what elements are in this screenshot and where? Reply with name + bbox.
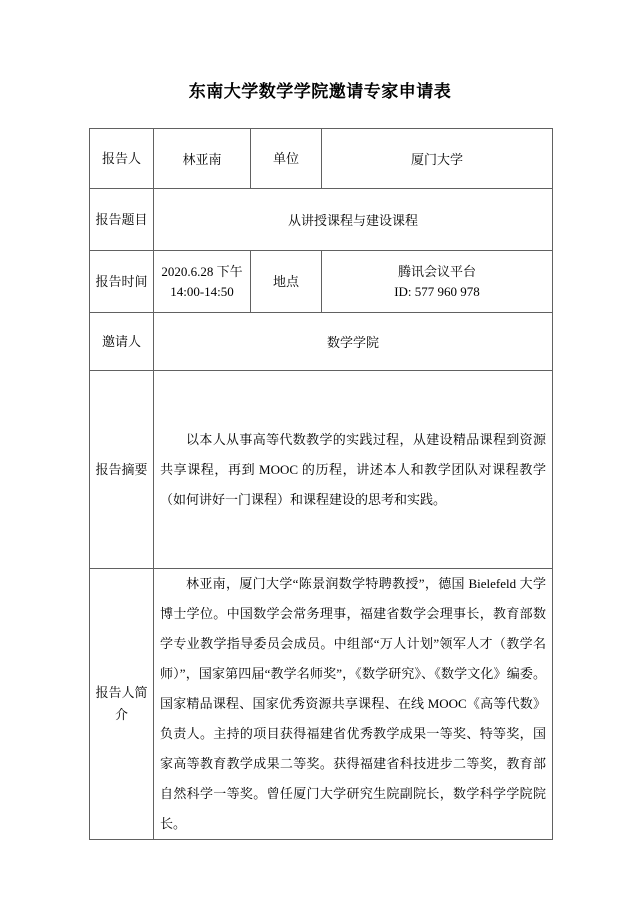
inviter-label: 邀请人 xyxy=(90,313,154,371)
speaker-value: 林亚南 xyxy=(154,129,251,189)
time-value xyxy=(154,251,251,313)
time-label: 报告时间 xyxy=(90,251,154,313)
abstract-value xyxy=(154,371,553,569)
bio-label xyxy=(90,569,154,840)
bio-paragraph: 林亚南，厦门大学“陈景润数学特聘教授”，德国 Bielefeld 大学博士学位。中国数学会常务理事，福建省数学会理事长，教育部数学专业教学指导委员会成员。中组部“万人计划”领军人才（教学名师）”，国家第四届“教学名师奖”，《数学研究》、《数学文化》编委。国家精品课程、国家优秀资源共享课程、在线 MOOC《高等代数》负责人。主持的项目获得福建省优秀教学成果一等奖、特等奖，国家高等教育教学成果二等奖。获得福建省科技进步二等奖，教育部自然科学一等奖。曾任厦门大学研究生院副院长，数学科学学院院长。 xyxy=(160,576,546,831)
venue-label: 地点 xyxy=(251,251,322,313)
table-row-speaker xyxy=(90,129,553,189)
table-row-time-venue xyxy=(90,251,553,313)
affiliation-value: 厦门大学 xyxy=(322,129,553,189)
venue-value xyxy=(322,251,553,313)
time-line-hours: 14:00-14:50 xyxy=(170,283,234,299)
abstract-label: 报告摘要 xyxy=(90,371,154,569)
topic-value: 从讲授课程与建设课程 xyxy=(154,189,553,251)
table-row-inviter xyxy=(90,313,553,371)
inviter-value: 数学学院 xyxy=(154,313,553,371)
speaker-label: 报告人 xyxy=(90,129,154,189)
table-row-topic xyxy=(90,189,553,251)
abstract-paragraph: 以本人从事高等代数教学的实践过程，从建设精品课程到资源共享课程，再到 MOOC 的历程，讲述本人和教学团队对课程教学（如何讲好一门课程）和课程建设的思考和实践。 xyxy=(160,431,546,507)
table-row-abstract xyxy=(90,371,553,569)
application-form-table xyxy=(89,128,553,840)
page-title: 东南大学数学学院邀请专家申请表 xyxy=(188,82,452,101)
time-line-date: 2020.6.28 下午 xyxy=(161,263,243,279)
venue-line-meeting-id: ID: 577 960 978 xyxy=(394,283,480,299)
affiliation-label: 单位 xyxy=(251,129,322,189)
topic-label: 报告题目 xyxy=(90,189,154,251)
bio-label-line-1: 报告人简 xyxy=(95,685,148,700)
venue-line-platform: 腾讯会议平台 xyxy=(397,263,476,279)
bio-value xyxy=(154,569,553,840)
bio-label-line-2: 介 xyxy=(114,707,128,722)
table-row-bio xyxy=(90,569,553,840)
